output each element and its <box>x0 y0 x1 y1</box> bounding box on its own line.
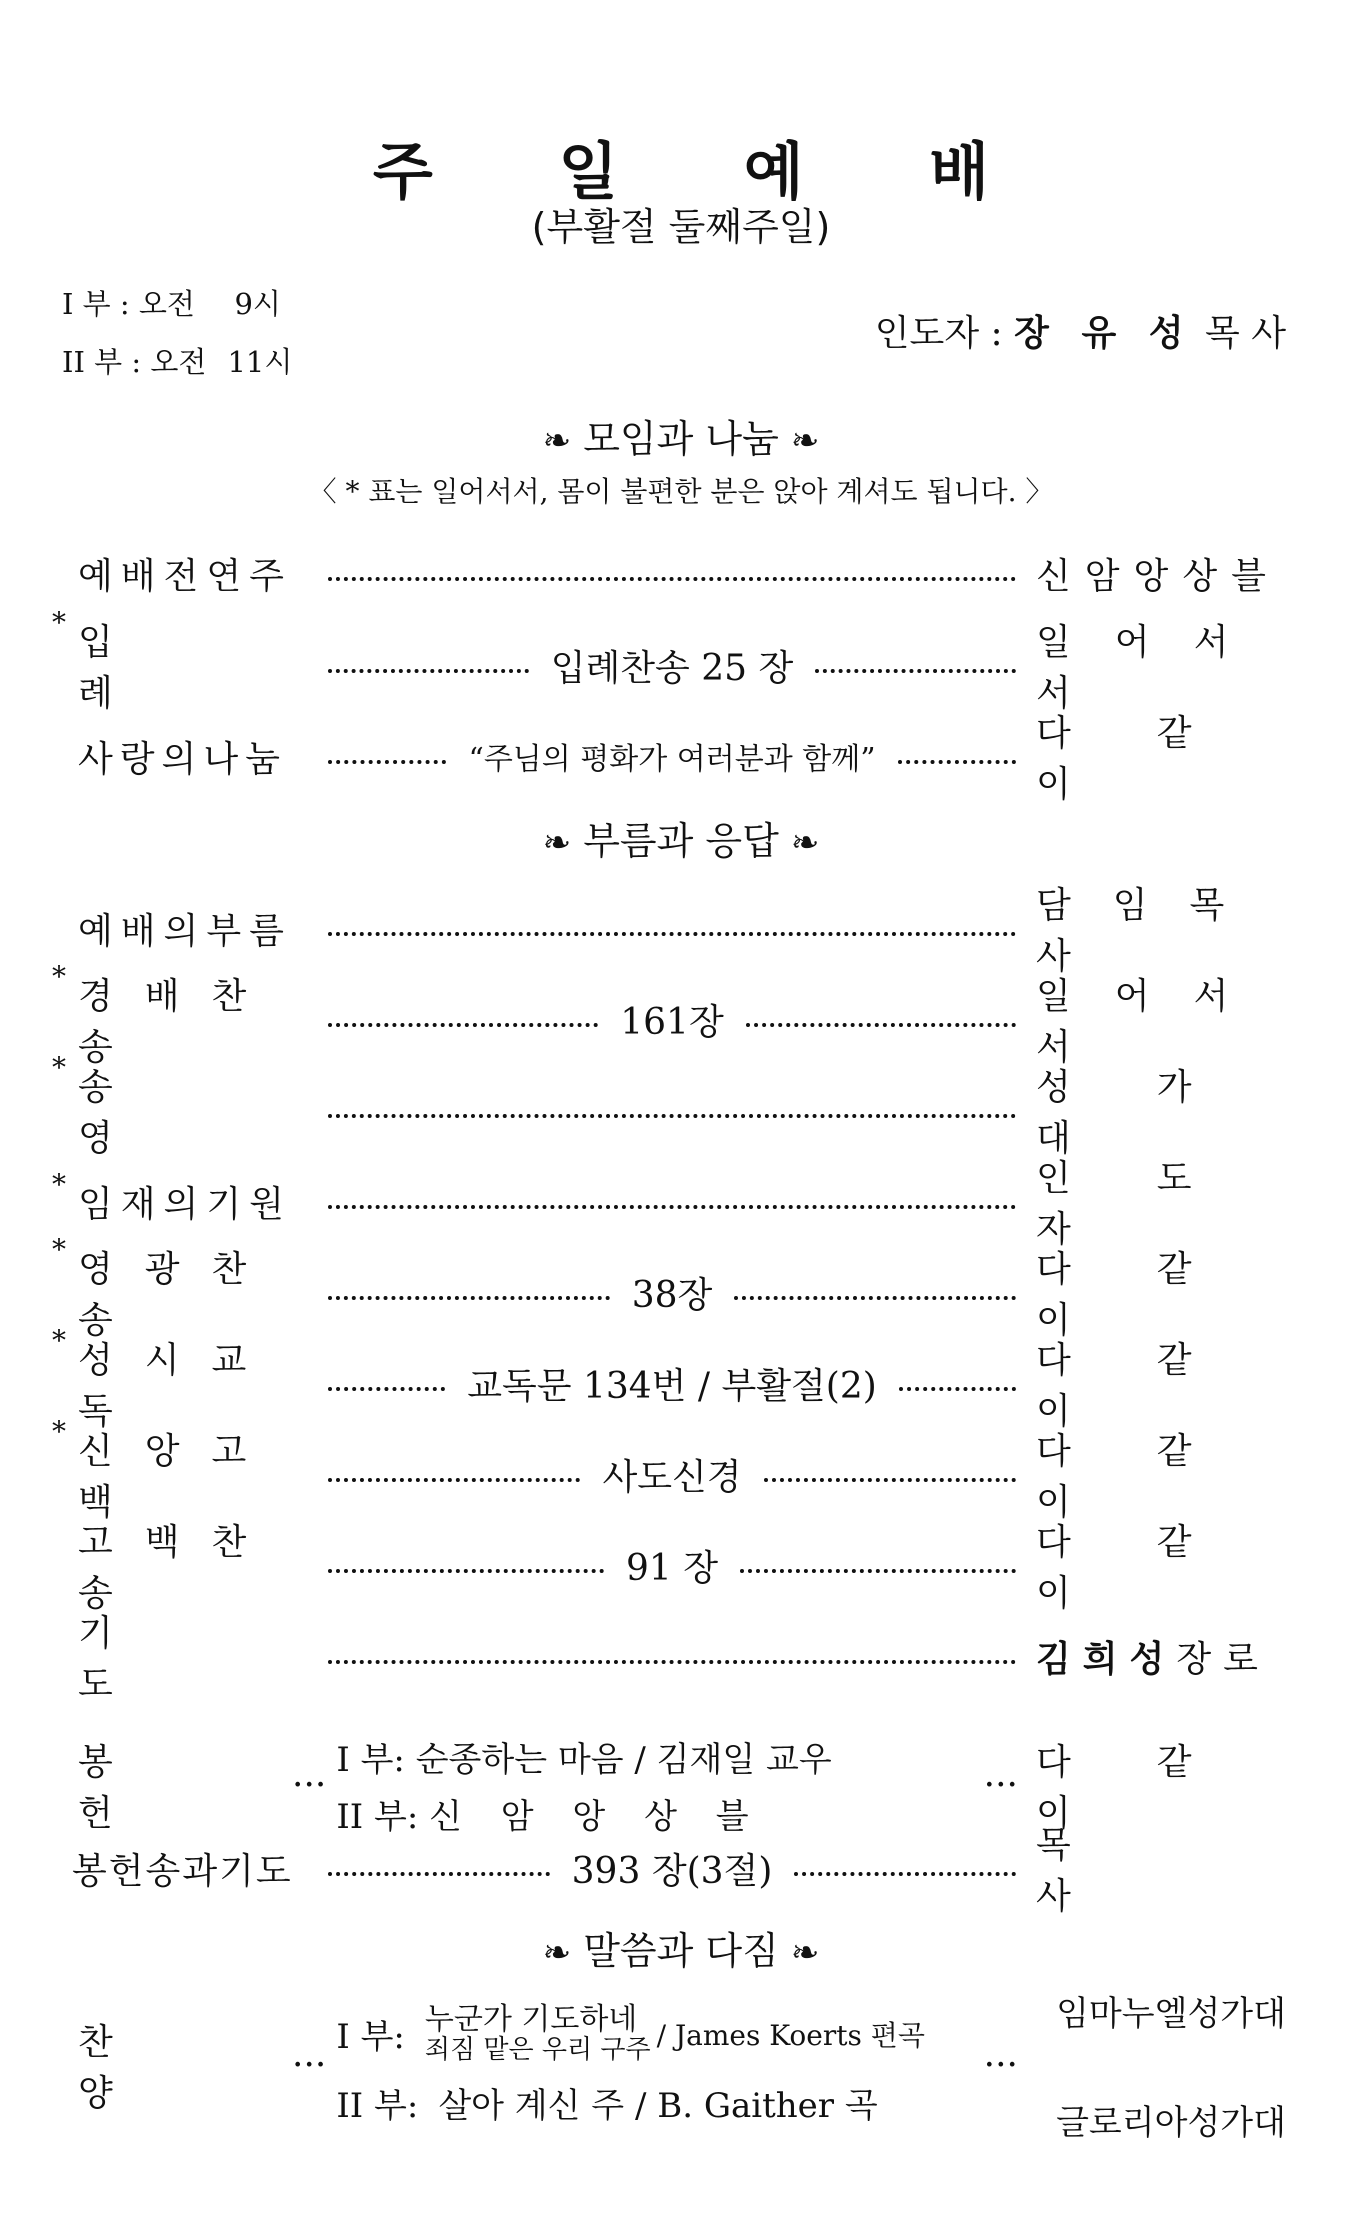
standing-note: 〈 * 표는 일어서서, 몸이 불편한 분은 앉아 계셔도 됩니다. 〉 <box>308 475 1054 508</box>
item-resp: 일어서서 <box>1036 622 1273 714</box>
section-gathering: ❧ 모임과 나눔 ❧ <box>542 417 820 461</box>
ornament-icon: ❧ <box>790 1933 820 1973</box>
row-prelude <box>52 545 1286 601</box>
elder-name: 김희성 <box>1036 1638 1177 1680</box>
row-doxology: * 송영 성가대 <box>52 1051 1278 1159</box>
schedule-part-2: II 부 : 오전 11시 <box>62 345 293 379</box>
row-offering: 봉헌 ··· I 부: 순종하는 마음 / 김재일 교우 II 부: 신 암 앙 상 블 ··· 다같이 <box>78 1740 1278 1837</box>
ornament-icon: ❧ <box>542 823 572 863</box>
row-creed: * 신앙고백 사도신경 다같이 <box>52 1415 1278 1523</box>
row-entrance: * 입례 입례찬송 25 장 일어서서 <box>52 637 1286 693</box>
row-reading: * 성시교독 교독문 134번 / 부활절(2) 다같이 <box>52 1324 1278 1432</box>
section-word: ❧ 말씀과 다짐 ❧ <box>542 1929 820 1973</box>
row-prayer: 기도 김희성 장로 <box>78 1613 1270 1705</box>
ornament-icon: ❧ <box>542 1933 572 1973</box>
page-title: 주 일 예 배 <box>372 135 1042 208</box>
section-call: ❧ 부름과 응답 ❧ <box>542 819 820 863</box>
item-resp: 신암앙상블 <box>1036 555 1280 597</box>
ornament-icon: ❧ <box>542 421 572 461</box>
page-subtitle: (부활절 둘째주일) <box>531 205 831 249</box>
leader-name: 장 유 성 <box>1014 313 1194 354</box>
row-invocation: * 임재의기원 인도자 <box>52 1158 1278 1250</box>
schedule-part-1: I 부 : 오전 9시 <box>62 287 281 321</box>
row-hymn: * 경배찬송 161장 일어서서 <box>52 960 1273 1068</box>
row-glory: * 영광찬송 38장 다같이 <box>52 1233 1278 1341</box>
row-confession: 고백찬송 91 장 다같이 <box>78 1522 1278 1614</box>
row-offer-prayer: 봉헌송과기도 393 장(3절) 목사 <box>72 1825 1261 1917</box>
ornament-icon: ❧ <box>790 421 820 461</box>
item-mid: 입례찬송 25 장 <box>550 647 794 689</box>
item-mid: “주님의 평화가 여러분과 함께” <box>468 742 876 777</box>
item-label: 예배전연주 <box>78 555 292 597</box>
ornament-icon: ❧ <box>790 823 820 863</box>
row-sharing: 사랑의나눔 “주님의 평화가 여러분과 함께” 다같이 <box>78 713 1278 805</box>
row-call: 예배의부름 담임목사 <box>78 885 1267 977</box>
row-anthem: 찬양 ··· I 부: 누군가 기도하네 죄짐 맡은 우리 구주 / James Koerts 편곡 II 부: 살아 계신 주 / B. Gaither 곡 ··· 임마누엘성가대 글로리아성가대 <box>78 1994 1286 2143</box>
leader: 인도자 : 장 유 성 목 사 <box>874 313 1286 354</box>
